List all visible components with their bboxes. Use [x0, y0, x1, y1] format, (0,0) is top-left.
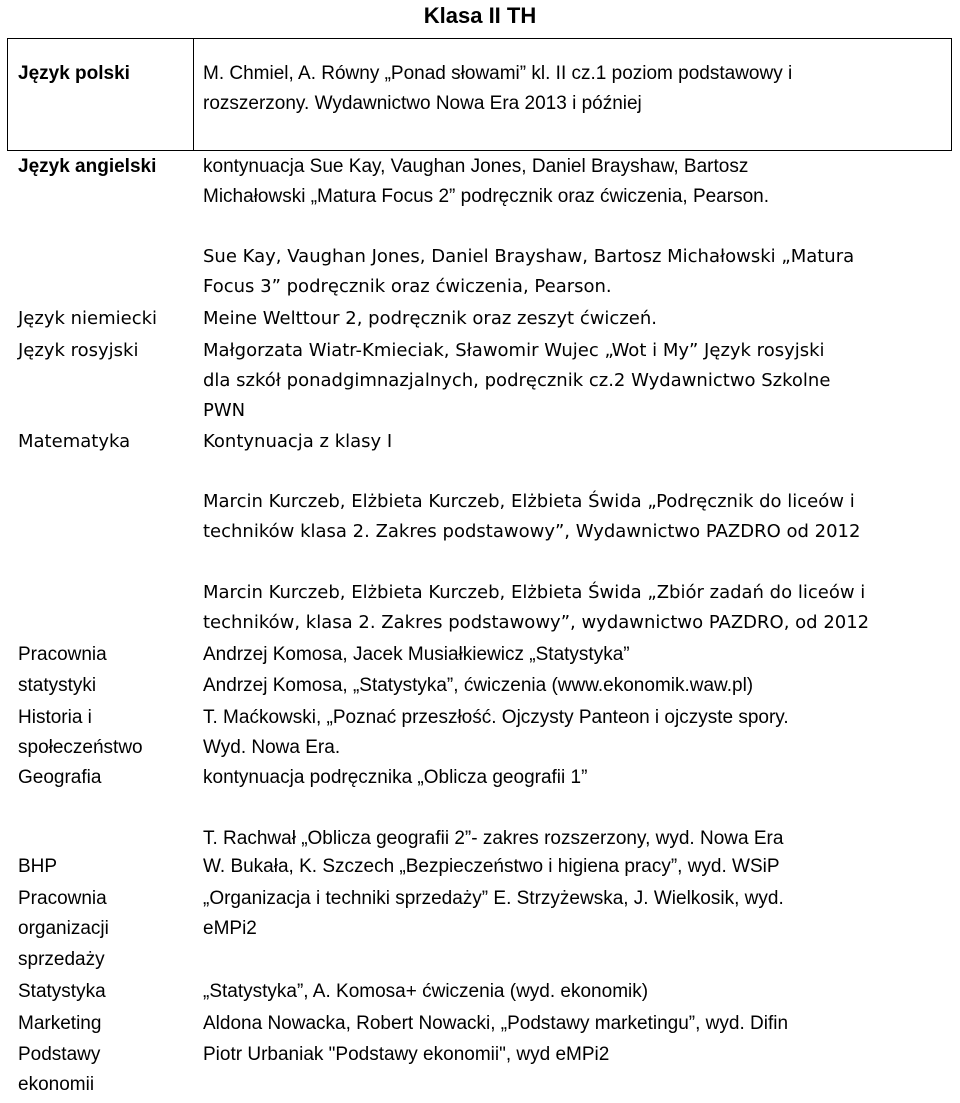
subject-jezyk-angielski: Język angielski — [18, 156, 157, 177]
book-matematyka-zbior-line1: Marcin Kurczeb, Elżbieta Kurczeb, Elżbieta Świda „Zbiór zadań do liceów i — [203, 582, 866, 603]
table-border-top — [7, 38, 952, 39]
subject-pracownia-sprzedazy-line2: organizacji — [18, 918, 109, 939]
table-row-divider — [7, 150, 952, 151]
book-marketing: Aldona Nowacka, Robert Nowacki, „Podstawy marketingu”, wyd. Difin — [203, 1013, 789, 1034]
book-matematyka-podrecznik-line2: techników klasa 2. Zakres podstawowy”, Wydawnictwo PAZDRO od 2012 — [203, 521, 861, 542]
subject-jezyk-polski: Język polski — [18, 63, 130, 84]
subject-matematyka: Matematyka — [18, 431, 131, 452]
subject-pracownia-statystyki-line2: statystyki — [18, 675, 97, 696]
book-angielski-2-line1: Sue Kay, Vaughan Jones, Daniel Brayshaw, Bartosz Michałowski „Matura — [203, 246, 855, 267]
subject-podstawy-ekonomii-line2: ekonomii — [18, 1074, 95, 1095]
subject-marketing: Marketing — [18, 1013, 102, 1034]
subject-geografia: Geografia — [18, 767, 102, 788]
book-bhp: W. Bukała, K. Szczech „Bezpieczeństwo i higiena pracy”, wyd. WSiP — [203, 856, 780, 877]
subject-bhp: BHP — [18, 856, 58, 877]
book-statystyka: „Statystyka”, A. Komosa+ ćwiczenia (wyd. ekonomik) — [203, 981, 649, 1002]
book-historia-line2: Wyd. Nowa Era. — [203, 737, 341, 758]
book-rosyjski-line2: dla szkół ponadgimnazjalnych, podręcznik cz.2 Wydawnictwo Szkolne — [203, 370, 831, 391]
book-matematyka-podrecznik-line1: Marcin Kurczeb, Elżbieta Kurczeb, Elżbieta Świda „Podręcznik do liceów i — [203, 491, 855, 512]
book-statystyki-line1: Andrzej Komosa, Jacek Musiałkiewicz „Statystyka” — [203, 644, 630, 665]
subject-pracownia-sprzedazy-line1: Pracownia — [18, 888, 107, 909]
table-border-left — [7, 38, 8, 151]
book-matematyka-zbior-line2: techników, klasa 2. Zakres podstawowy”, wydawnictwo PAZDRO, od 2012 — [203, 612, 870, 633]
book-geografia-1: kontynuacja podręcznika „Oblicza geografii 1” — [203, 767, 588, 788]
subject-historia-line1: Historia i — [18, 707, 92, 728]
book-historia-line1: T. Maćkowski, „Poznać przeszłość. Ojczysty Panteon i ojczyste spory. — [203, 707, 789, 728]
subject-historia-line2: społeczeństwo — [18, 737, 143, 758]
table-column-divider — [193, 38, 194, 151]
book-statystyki-line2: Andrzej Komosa, „Statystyka”, ćwiczenia (www.ekonomik.waw.pl) — [203, 675, 754, 696]
table-border-right — [951, 38, 952, 151]
book-angielski-2-line2: Focus 3” podręcznik oraz ćwiczenia, Pearson. — [203, 276, 612, 297]
book-polski-line1: M. Chmiel, A. Równy „Ponad słowami” kl. II cz.1 poziom podstawowy i — [203, 63, 793, 84]
book-ekonomia: Piotr Urbaniak "Podstawy ekonomii", wyd eMPi2 — [203, 1044, 610, 1065]
subject-jezyk-rosyjski: Język rosyjski — [18, 340, 139, 361]
book-rosyjski-line1: Małgorzata Wiatr-Kmieciak, Sławomir Wujec „Wot i My” Język rosyjski — [203, 340, 825, 361]
page-title: Klasa II TH — [423, 3, 537, 28]
subject-podstawy-ekonomii-line1: Podstawy — [18, 1044, 101, 1065]
book-sprzedaz-line1: „Organizacja i techniki sprzedaży” E. Strzyżewska, J. Wielkosik, wyd. — [203, 888, 784, 909]
book-geografia-2: T. Rachwał „Oblicza geografii 2”- zakres rozszerzony, wyd. Nowa Era — [203, 828, 784, 849]
book-matematyka-continuation: Kontynuacja z klasy I — [203, 431, 393, 452]
subject-pracownia-sprzedazy-line3: sprzedaży — [18, 949, 105, 970]
book-sprzedaz-line2: eMPi2 — [203, 918, 257, 939]
subject-jezyk-niemiecki: Język niemiecki — [18, 308, 158, 329]
book-angielski-1-line1: kontynuacja Sue Kay, Vaughan Jones, Daniel Brayshaw, Bartosz — [203, 156, 749, 177]
subject-statystyka: Statystyka — [18, 981, 106, 1002]
book-angielski-1-line2: Michałowski „Matura Focus 2” podręcznik oraz ćwiczenia, Pearson. — [203, 186, 769, 207]
book-rosyjski-line3: PWN — [203, 400, 246, 421]
subject-pracownia-statystyki-line1: Pracownia — [18, 644, 107, 665]
book-niemiecki: Meine Welttour 2, podręcznik oraz zeszyt ćwiczeń. — [203, 308, 657, 329]
book-polski-line2: rozszerzony. Wydawnictwo Nowa Era 2013 i później — [203, 93, 642, 114]
